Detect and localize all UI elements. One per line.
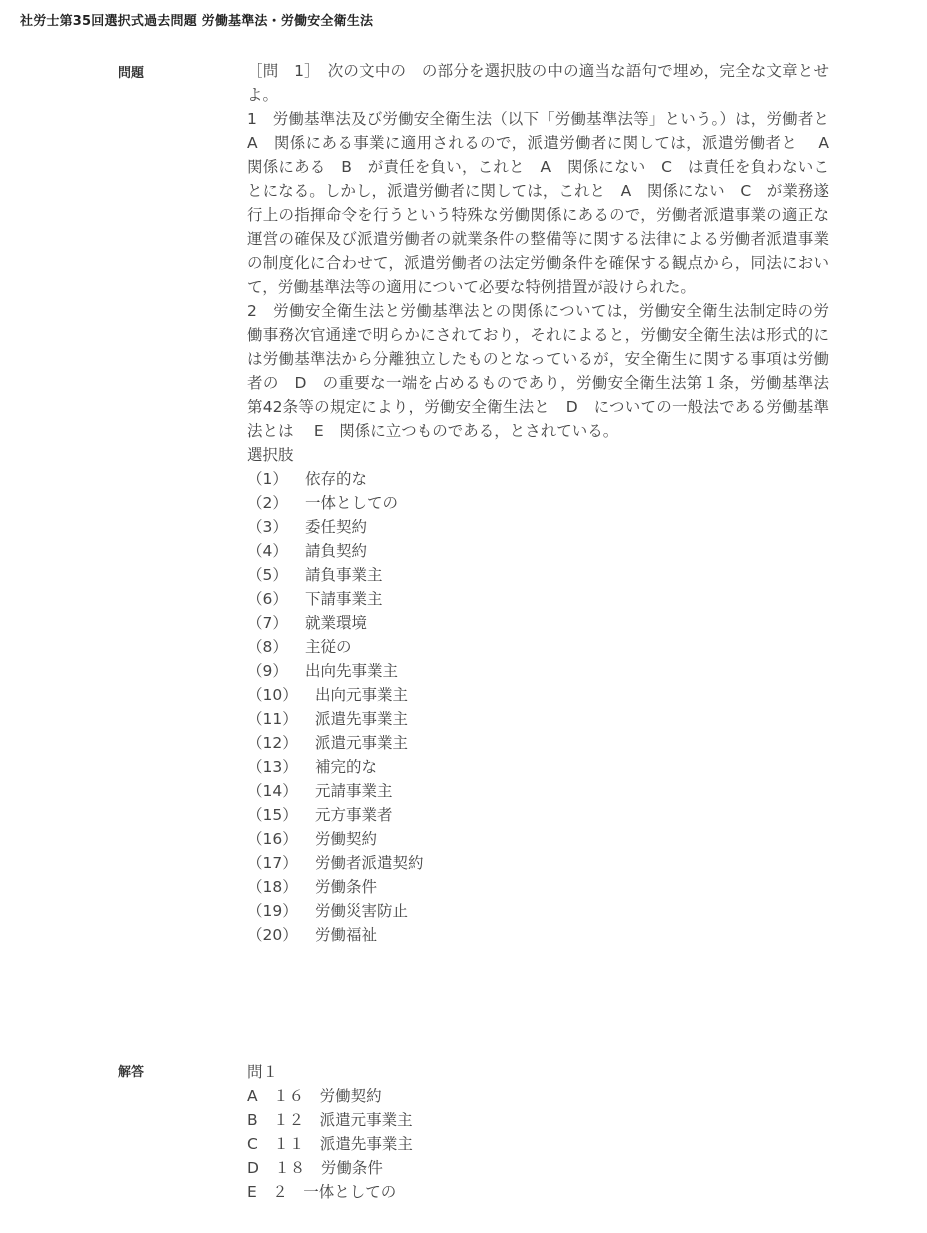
choice-item: [247, 923, 829, 947]
choice-text: 一体としての: [305, 494, 399, 512]
answer-row: B １２ 派遣元事業主: [247, 1111, 413, 1129]
choice-item: [247, 587, 829, 611]
choice-text: 労働福祉: [315, 926, 378, 944]
choice-text: 依存的な: [305, 470, 368, 488]
choice-item: [247, 467, 829, 491]
choice-text: 派遣先事業主: [315, 710, 409, 728]
answer-heading: 問１: [247, 1063, 279, 1081]
choice-text: 補完的な: [315, 758, 378, 776]
choice-number: （12）: [247, 734, 298, 752]
choice-item: [247, 779, 829, 803]
choice-item: [247, 755, 829, 779]
choice-text: 元請事業主: [315, 782, 393, 800]
question-block: [247, 59, 845, 947]
choice-text: 委任契約: [305, 518, 368, 536]
choice-text: 就業環境: [305, 614, 368, 632]
choice-number: （13）: [247, 758, 298, 776]
answer-block: [247, 1060, 413, 1204]
choice-text: 主従の: [305, 638, 352, 656]
choice-number: （6）: [247, 590, 288, 608]
choice-item: [247, 803, 829, 827]
choice-number: （4）: [247, 542, 288, 560]
choice-item: [247, 707, 829, 731]
choice-number: （9）: [247, 662, 288, 680]
question-label: 問題: [118, 66, 145, 81]
choice-item: [247, 731, 829, 755]
choice-item: [247, 611, 829, 635]
choice-number: （2）: [247, 494, 288, 512]
choice-item: [247, 539, 829, 563]
choices-list: [247, 467, 829, 947]
choice-number: （5）: [247, 566, 288, 584]
choice-number: （17）: [247, 854, 298, 872]
choices-heading: 選択肢: [247, 446, 294, 464]
choice-text: 労働契約: [315, 830, 378, 848]
choice-text: 元方事業者: [315, 806, 393, 824]
question-paragraph-2: 2 労働安全衛生法と労働基準法との関係については，労働安全衛生法制定時の労働事務次官通達で明らかにされており，それによると，労働安全衛生法は形式的には労働基準法から分離独立したものとなっているが，安全衛生に関する事項は労働者の D の重要な一端を占めるものであり，労働安全衛生法第１条，労働基準法第42条等の規定により，労働安全衛生法と D についての一般法である労働基準法とは E 関係に立つものである，とされている。: [247, 302, 829, 440]
answer-row: A １６ 労働契約: [247, 1087, 382, 1105]
choice-number: （18）: [247, 878, 298, 896]
choice-item: [247, 563, 829, 587]
choice-number: （16）: [247, 830, 298, 848]
answer-row: C １１ 派遣先事業主: [247, 1135, 413, 1153]
page-title: 社労士第35回選択式過去問題 労働基準法・労働安全衛生法: [20, 14, 374, 29]
answer-row: D １８ 労働条件: [247, 1159, 383, 1177]
answer-label: 解答: [118, 1065, 145, 1080]
choice-number: （14）: [247, 782, 298, 800]
choice-text: 派遣元事業主: [315, 734, 409, 752]
choice-number: （1）: [247, 470, 288, 488]
choice-item: [247, 827, 829, 851]
question-intro: ［問 1］ 次の文中の の部分を選択肢の中の適当な語句で埋め，完全な文章とせよ。: [247, 62, 829, 104]
choice-number: （8）: [247, 638, 288, 656]
choice-text: 労働者派遣契約: [315, 854, 424, 872]
choice-text: 請負契約: [305, 542, 368, 560]
choice-text: 労働条件: [315, 878, 378, 896]
choice-number: （20）: [247, 926, 298, 944]
question-paragraph-1: 1 労働基準法及び労働安全衛生法（以下「労働基準法等」という。）は，労働者と A 関係にある事業に適用されるので，派遣労働者に関しては，派遣労働者と A 関係にある B が責任を負い，これと A 関係にない C は責任を負わないことになる。しかし，派遣労働者に関しては，これと A 関係にない C が業務遂行上の指揮命令を行うという特殊な労働関係にあるので，労働者派遣事業の適正な運営の確保及び派遣労働者の就業条件の整備等に関する法律による労働者派遣事業の制度化に合わせて，派遣労働者の法定労働条件を確保する観点から，同法において，労働基準法等の適用について必要な特例措置が設けられた。: [247, 110, 845, 296]
choice-number: （10）: [247, 686, 298, 704]
choice-number: （3）: [247, 518, 288, 536]
choice-text: 請負事業主: [305, 566, 383, 584]
choice-item: [247, 851, 829, 875]
choice-number: （11）: [247, 710, 298, 728]
choice-text: 労働災害防止: [315, 902, 409, 920]
choice-text: 出向先事業主: [305, 662, 399, 680]
choice-text: 出向元事業主: [315, 686, 409, 704]
choice-item: [247, 683, 829, 707]
choice-number: （15）: [247, 806, 298, 824]
choice-item: [247, 515, 829, 539]
choice-item: [247, 491, 829, 515]
choice-item: [247, 635, 829, 659]
answer-row: E ２ 一体としての: [247, 1183, 397, 1201]
choice-item: [247, 899, 829, 923]
choice-number: （7）: [247, 614, 288, 632]
answer-rows: [247, 1084, 413, 1204]
choice-text: 下請事業主: [305, 590, 383, 608]
choice-item: [247, 875, 829, 899]
choice-item: [247, 659, 829, 683]
choice-number: （19）: [247, 902, 298, 920]
